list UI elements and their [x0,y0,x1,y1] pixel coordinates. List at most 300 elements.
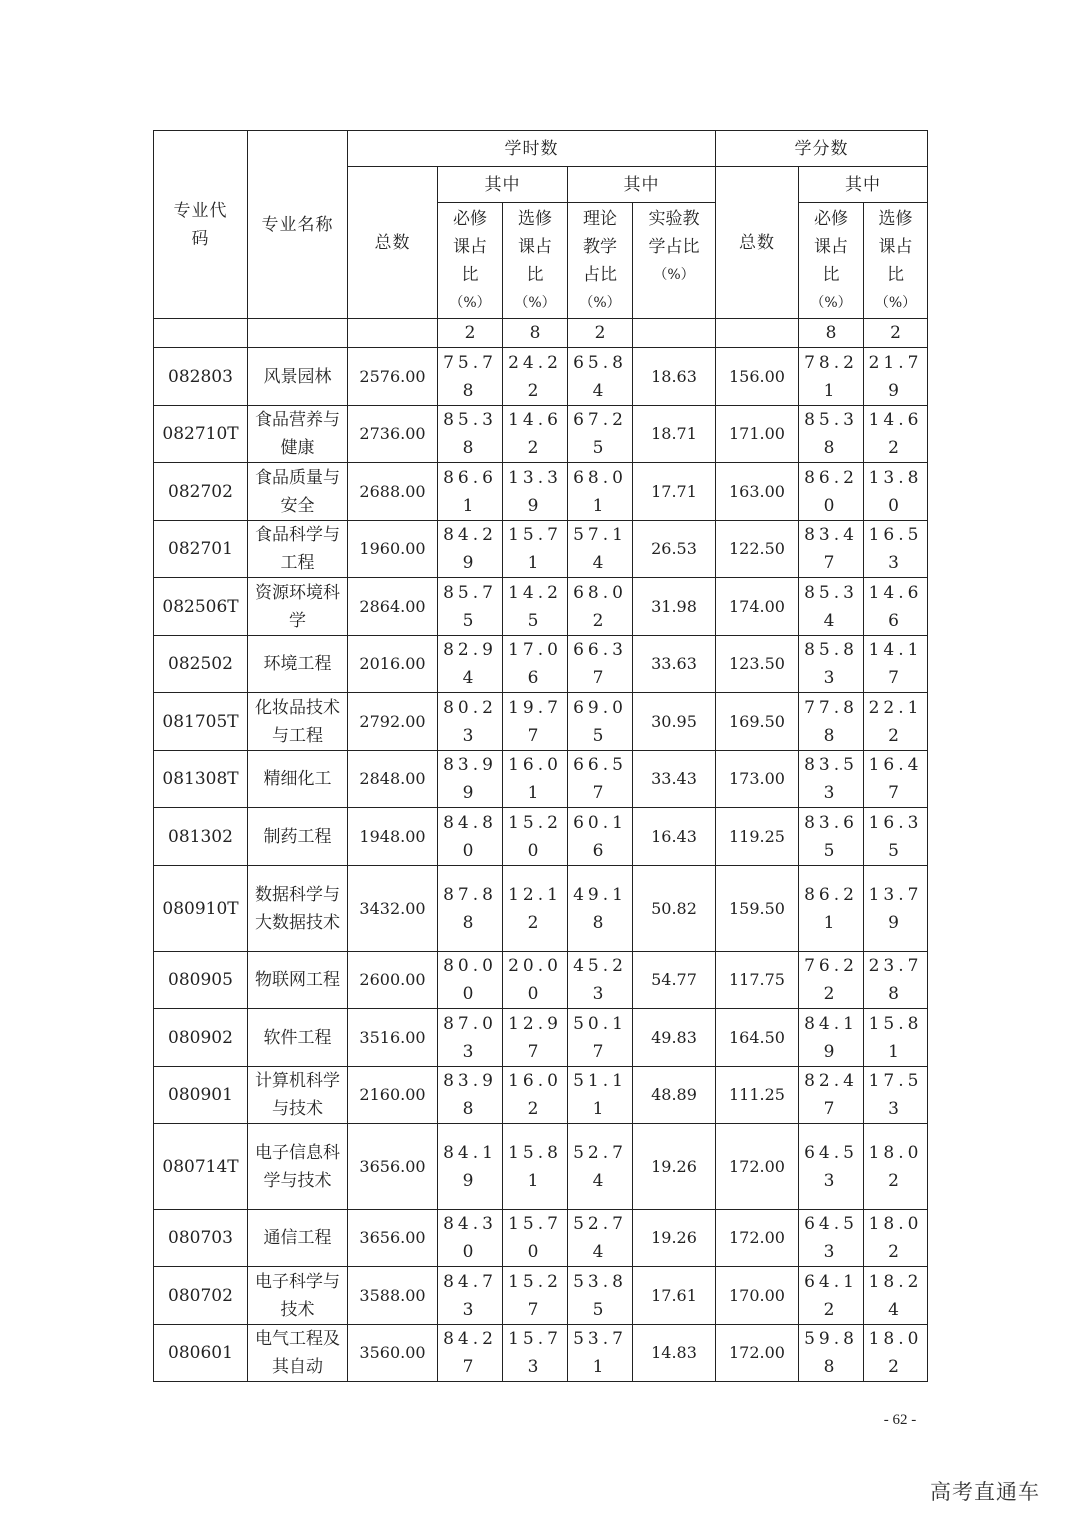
table-row [154,1325,928,1382]
cell-line: 13.7 [868,884,923,905]
theory-cell [568,952,633,1009]
pct-unit: （%） [874,294,917,311]
theory-cell [568,693,633,751]
credits-required-cell [799,1325,864,1382]
cell-line: 7 [823,1099,839,1119]
cell-line: 16.5 [868,525,923,545]
cell-line: 5 [888,840,903,861]
cell-line: 5 [462,610,478,631]
cell-line: 8 [823,438,839,458]
header-theory-text: 理论教学占比 [583,208,617,285]
cell-line: 3 [592,984,608,1004]
table-row [154,1267,928,1325]
cell-line: 2 [888,1170,903,1191]
code-cell: 082710T [154,406,248,463]
cell-line: 76.2 [804,956,858,976]
code-cell: 080703 [154,1210,248,1267]
cell-line: 1 [462,495,478,516]
hours-elective-cell [503,1325,568,1382]
cell-line: 13.8 [868,467,923,488]
cell-line: 9 [527,495,543,516]
cell-line: 15.8 [508,1142,562,1163]
header-hours-qizhong-2: 其中 [568,167,716,203]
cell-line: 5 [592,438,608,458]
header-theory [568,203,633,319]
experiment-cell: 16.43 [633,808,716,866]
cell-line: 16.0 [508,1071,562,1091]
credits-required-cell [799,348,864,406]
cell-line: 0 [462,984,478,1004]
hours-elective-cell [503,521,568,578]
hours-total-cell: 2848.00 [348,751,438,808]
hours-total-cell: 1948.00 [348,808,438,866]
cell-line: 16.0 [508,755,562,775]
hours-total-cell: 2688.00 [348,463,438,521]
cell-line: 0 [462,840,478,861]
theory-cell [568,1124,633,1210]
cell-line: 4 [592,380,608,401]
table-row [154,808,928,866]
credits-total-cell: 172.00 [716,1325,799,1382]
cell-line: 52.7 [573,1214,627,1234]
carry-cell: 2 [568,319,633,348]
theory-cell [568,1009,633,1067]
code-cell: 081308T [154,751,248,808]
cell-line: 8 [823,725,839,746]
cell-line: 14.6 [868,410,923,430]
cell-line: 0 [888,495,903,516]
cell-line: 52.7 [573,1142,627,1163]
cell-line: 18.0 [868,1329,923,1349]
hours-required-cell [438,1124,503,1210]
cell-line: 8 [823,1357,839,1377]
carry-cell [633,319,716,348]
pct-unit: （%） [810,294,852,311]
cell-line: 69.0 [573,697,627,718]
credits-required-cell [799,406,864,463]
name-cell: 化妆品技术与工程 [248,693,348,751]
page-number: - 62 - [883,1412,917,1428]
cell-line: 82.4 [804,1071,858,1091]
credits-total-cell: 117.75 [716,952,799,1009]
hours-required-cell [438,1009,503,1067]
cell-line: 8 [592,912,608,933]
experiment-cell: 48.89 [633,1067,716,1124]
cell-line: 4 [592,553,608,573]
cell-line: 59.8 [804,1329,858,1349]
credits-required-cell [799,1009,864,1067]
cell-line: 6 [888,610,903,631]
experiment-cell: 19.26 [633,1124,716,1210]
credits-required-cell [799,636,864,693]
header-row-1 [154,131,928,167]
cell-line: 68.0 [573,582,627,603]
hours-elective-cell [503,636,568,693]
carry-cell [348,319,438,348]
cell-line: 5 [592,725,608,746]
cell-line: 66.5 [573,755,627,775]
cell-line: 80.0 [443,956,497,976]
theory-cell [568,1067,633,1124]
cell-line: 84.7 [443,1271,497,1292]
cell-line: 86.2 [804,884,858,905]
cell-line: 17.0 [508,640,562,660]
cell-line: 78.2 [804,352,858,373]
cell-line: 7 [823,553,839,573]
hours-required-cell [438,578,503,636]
hours-elective-cell [503,578,568,636]
name-cell: 风景园林 [248,348,348,406]
code-cell: 080601 [154,1325,248,1382]
hours-required-cell [438,1210,503,1267]
cell-line: 64.5 [804,1142,858,1163]
cell-line: 86.6 [443,467,497,488]
hours-required-cell [438,693,503,751]
hours-required-cell [438,1325,503,1382]
cell-line: 2 [888,438,903,458]
cell-line: 68.0 [573,467,627,488]
name-cell: 电气工程及其自动 [248,1325,348,1382]
cell-line: 84.8 [443,812,497,833]
credits-required-cell [799,578,864,636]
cell-line: 2 [888,725,903,746]
credits-elective-cell [864,1267,928,1325]
header-hours-elective [503,203,568,319]
cell-line: 9 [462,1170,478,1191]
carry-cell [716,319,799,348]
name-cell: 计算机科学与技术 [248,1067,348,1124]
header-name: 专业名称 [248,131,348,319]
cell-line: 3 [462,1041,478,1062]
cell-line: 15.7 [508,525,562,545]
credits-elective-cell [864,463,928,521]
cell-line: 20.0 [508,956,562,976]
cell-line: 57.1 [573,525,627,545]
code-cell: 082803 [154,348,248,406]
theory-cell [568,521,633,578]
cell-line: 0 [462,1242,478,1262]
cell-line: 64.1 [804,1271,858,1292]
hours-elective-cell [503,808,568,866]
credits-required-cell [799,751,864,808]
experiment-cell: 14.83 [633,1325,716,1382]
credits-total-cell: 119.25 [716,808,799,866]
hours-required-cell [438,636,503,693]
code-cell: 080902 [154,1009,248,1067]
cell-line: 49.1 [573,884,627,905]
cell-line: 9 [823,1041,839,1062]
experiment-cell: 33.43 [633,751,716,808]
cell-line: 5 [527,610,543,631]
cell-line: 13.3 [508,467,562,488]
hours-total-cell: 2600.00 [348,952,438,1009]
pct-unit: （%） [579,294,621,311]
header-credits-qizhong: 其中 [799,167,928,203]
cell-line: 5 [823,840,839,861]
table-row [154,751,928,808]
header-credits-total: 总数 [716,167,799,319]
name-cell: 数据科学与大数据技术 [248,866,348,952]
credits-required-cell [799,1210,864,1267]
theory-cell [568,866,633,952]
pct-unit: （%） [653,266,695,283]
cell-line: 16.4 [868,755,923,775]
hours-required-cell [438,521,503,578]
theory-cell [568,751,633,808]
credits-elective-cell [864,521,928,578]
credits-total-cell: 169.50 [716,693,799,751]
table-row [154,1009,928,1067]
cell-line: 86.2 [804,467,858,488]
cell-line: 9 [462,553,478,573]
hours-required-cell [438,952,503,1009]
pct-unit: （%） [514,294,556,311]
carry-cell [248,319,348,348]
cell-line: 1 [527,1170,543,1191]
cell-line: 80.2 [443,697,497,718]
header-experiment [633,203,716,319]
cell-line: 9 [888,380,903,401]
table-row [154,866,928,952]
credits-elective-cell [864,866,928,952]
curriculum-table [153,130,928,1382]
credits-total-cell: 156.00 [716,348,799,406]
credits-total-cell: 172.00 [716,1124,799,1210]
cell-line: 15.7 [508,1214,562,1234]
hours-elective-cell [503,463,568,521]
cell-line: 0 [823,495,839,516]
header-credits-elective-text: 选修课占比 [878,208,913,285]
credits-total-cell: 122.50 [716,521,799,578]
credits-required-cell [799,952,864,1009]
cell-line: 1 [592,495,608,516]
code-cell: 082702 [154,463,248,521]
cell-line: 8 [888,984,903,1004]
credits-required-cell [799,521,864,578]
cell-line: 2 [888,1242,903,1262]
cell-line: 12.9 [508,1013,562,1034]
theory-cell [568,1325,633,1382]
hours-total-cell: 2576.00 [348,348,438,406]
cell-line: 64.5 [804,1214,858,1234]
cell-line: 7 [592,1041,608,1062]
experiment-cell: 50.82 [633,866,716,952]
theory-cell [568,636,633,693]
hours-required-cell [438,1267,503,1325]
table-row [154,463,928,521]
name-cell: 资源环境科学 [248,578,348,636]
credits-required-cell [799,1124,864,1210]
hours-total-cell: 3516.00 [348,1009,438,1067]
table-row [154,406,928,463]
hours-required-cell [438,406,503,463]
header-hours-elective-text: 选修课占比 [518,208,552,285]
experiment-cell: 49.83 [633,1009,716,1067]
cell-line: 21.7 [868,352,923,373]
credits-elective-cell [864,952,928,1009]
cell-line: 77.8 [804,697,858,718]
theory-cell [568,578,633,636]
table-row [154,1210,928,1267]
cell-line: 12.1 [508,884,562,905]
code-cell: 081302 [154,808,248,866]
hours-required-cell [438,1067,503,1124]
cell-line: 1 [592,1099,608,1119]
cell-line: 3 [888,553,903,573]
credits-elective-cell [864,348,928,406]
credits-required-cell [799,463,864,521]
credits-elective-cell [864,1009,928,1067]
cell-line: 2 [527,912,543,933]
code-cell: 080901 [154,1067,248,1124]
cell-line: 2 [527,1099,543,1119]
cell-line: 2 [527,438,543,458]
cell-line: 14.6 [868,582,923,603]
table-row [154,952,928,1009]
hours-total-cell: 3656.00 [348,1124,438,1210]
name-cell: 环境工程 [248,636,348,693]
experiment-cell: 18.71 [633,406,716,463]
header-hours-required [438,203,503,319]
name-cell: 精细化工 [248,751,348,808]
theory-cell [568,1210,633,1267]
hours-elective-cell [503,1067,568,1124]
cell-line: 1 [592,1357,608,1377]
credits-required-cell [799,693,864,751]
table-row [154,636,928,693]
cell-line: 84.3 [443,1214,497,1234]
cell-line: 7 [527,1299,543,1320]
header-hours-group: 学时数 [348,131,716,167]
cell-line: 84.2 [443,525,497,545]
cell-line: 14.1 [868,640,923,660]
cell-line: 16.3 [868,812,923,833]
cell-line: 1 [888,1041,903,1062]
cell-line: 66.3 [573,640,627,660]
code-cell: 082701 [154,521,248,578]
cell-line: 84.2 [443,1329,497,1349]
cell-line: 3 [462,1299,478,1320]
hours-elective-cell [503,952,568,1009]
cell-line: 22.1 [868,697,923,718]
credits-elective-cell [864,636,928,693]
cell-line: 50.1 [573,1013,627,1034]
credits-total-cell: 172.00 [716,1210,799,1267]
watermark-text: 高考直通车 [930,1480,1040,1504]
credits-total-cell: 170.00 [716,1267,799,1325]
cell-line: 45.2 [573,956,627,976]
document-page [153,130,928,1382]
code-cell: 082502 [154,636,248,693]
cell-line: 4 [823,610,839,631]
hours-total-cell: 2016.00 [348,636,438,693]
cell-line: 83.5 [804,755,858,775]
cell-line: 15.2 [508,812,562,833]
cell-line: 14.2 [508,582,562,603]
header-code-text: 专业代码 [173,200,228,249]
theory-cell [568,463,633,521]
experiment-cell: 31.98 [633,578,716,636]
cell-line: 84.1 [443,1142,497,1163]
credits-total-cell: 171.00 [716,406,799,463]
cell-line: 85.8 [804,640,858,660]
hours-total-cell: 3560.00 [348,1325,438,1382]
name-cell: 物联网工程 [248,952,348,1009]
pct-unit: （%） [449,294,491,311]
cell-line: 3 [823,668,839,688]
cell-line: 2 [823,984,839,1004]
name-cell: 食品质量与安全 [248,463,348,521]
cell-line: 5 [592,1299,608,1320]
name-cell: 通信工程 [248,1210,348,1267]
cell-line: 17.5 [868,1071,923,1091]
cell-line: 1 [527,553,543,573]
name-cell: 食品科学与工程 [248,521,348,578]
experiment-cell: 26.53 [633,521,716,578]
hours-elective-cell [503,866,568,952]
carry-cell: 8 [799,319,864,348]
credits-total-cell: 164.50 [716,1009,799,1067]
table-row [154,521,928,578]
cell-line: 4 [888,1299,903,1320]
credits-required-cell [799,1267,864,1325]
hours-elective-cell [503,693,568,751]
code-cell: 080905 [154,952,248,1009]
header-credits-group: 学分数 [716,131,928,167]
cell-line: 18.2 [868,1271,923,1292]
hours-elective-cell [503,1009,568,1067]
credits-total-cell: 163.00 [716,463,799,521]
credits-total-cell: 174.00 [716,578,799,636]
cell-line: 9 [462,783,478,803]
hours-elective-cell [503,751,568,808]
credits-elective-cell [864,1210,928,1267]
cell-line: 24.2 [508,352,562,373]
hours-required-cell [438,866,503,952]
credits-elective-cell [864,693,928,751]
credits-total-cell: 173.00 [716,751,799,808]
experiment-cell: 54.77 [633,952,716,1009]
hours-total-cell: 1960.00 [348,521,438,578]
theory-cell [568,406,633,463]
cell-line: 3 [823,1170,839,1191]
cell-line: 65.8 [573,352,627,373]
table-row [154,348,928,406]
cell-line: 4 [592,1242,608,1262]
header-credits-required [799,203,864,319]
cell-line: 87.8 [443,884,497,905]
cell-line: 15.7 [508,1329,562,1349]
cell-line: 4 [462,668,478,688]
cell-line: 85.3 [443,410,497,430]
cell-line: 7 [527,725,543,746]
cell-line: 7 [592,668,608,688]
theory-cell [568,348,633,406]
hours-total-cell: 3588.00 [348,1267,438,1325]
cell-line: 60.1 [573,812,627,833]
credits-elective-cell [864,578,928,636]
cell-line: 0 [527,840,543,861]
hours-elective-cell [503,1210,568,1267]
cell-line: 2 [592,610,608,631]
credits-elective-cell [864,1124,928,1210]
theory-cell [568,1267,633,1325]
cell-line: 7 [527,1041,543,1062]
cell-line: 8 [462,1099,478,1119]
hours-total-cell: 2736.00 [348,406,438,463]
carry-row [154,319,928,348]
carry-cell: 8 [503,319,568,348]
